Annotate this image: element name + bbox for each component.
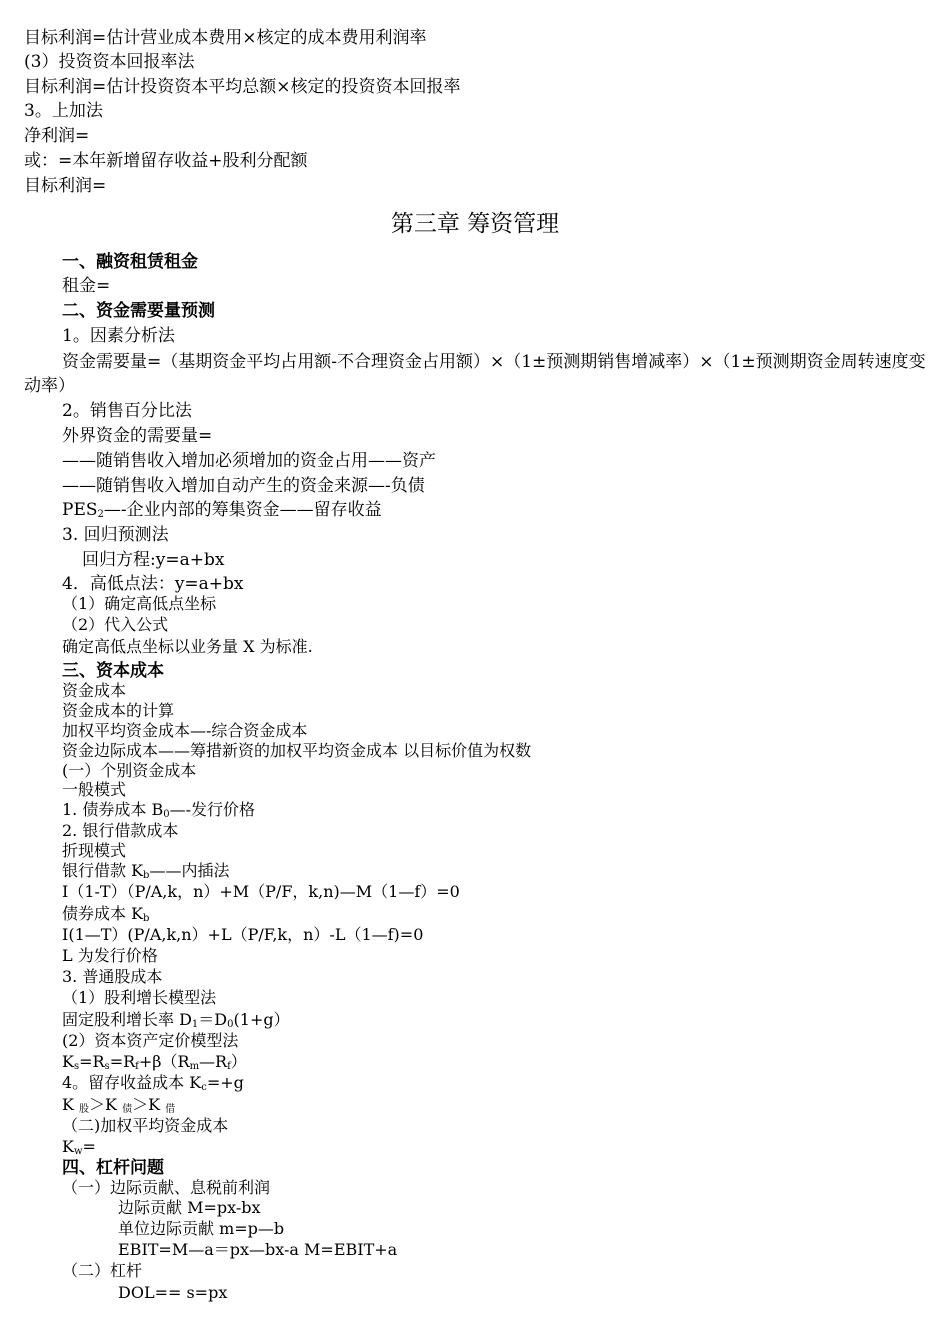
text-line: 净利润= — [24, 126, 90, 146]
chapter-title: 第三章 筹资管理 — [390, 211, 560, 237]
text-line: 银行借款 $K_b——$内插法 — [62, 861, 230, 881]
text-line: 债券成本 $K_b$ — [62, 904, 150, 924]
formula-line: 单位边际贡献 m=p—b — [118, 1219, 285, 1238]
text-line: (一）个别资金成本 — [62, 761, 197, 780]
formula-paragraph: 资金需要量=（基期资金平均占用额-不合理资金占用额）×（1±预测期销售增减率）×（1±预测期资金周转速度变动率） — [24, 352, 926, 396]
section-heading: 二、资金需要量预测 — [62, 301, 215, 321]
text-line: 1. 债券成本 $B_0—-$发行价格 — [62, 800, 255, 820]
text-line: 或：=本年新增留存收益+股利分配额 — [24, 151, 308, 171]
formula-line: 4。留存收益成本 $K_c=+g$ — [62, 1073, 244, 1093]
formula-line: $K_w=$ — [62, 1137, 96, 1157]
text-line: 3. 普通股成本 — [62, 967, 163, 986]
text-line: (3）投资资本回报率法 — [24, 52, 195, 72]
text-line: $PES_2—-$企业内部的筹集资金——留存收益 — [62, 500, 382, 520]
formula-line: I(1—T）(P/A,k,n）+L（P/F,k，n）-L（1—f)=0 — [62, 925, 424, 944]
formula-line: 固定股利增长率 $D_1=D_0(1+g)$ — [62, 1010, 290, 1030]
text-line: (2）资本资产定价模型法 — [62, 1031, 239, 1050]
text-line: 回归方程:y=a+bx — [82, 550, 225, 570]
text-line: ——随销售收入增加自动产生的资金来源—-负债 — [62, 476, 425, 496]
text-line: L 为发行价格 — [62, 946, 158, 965]
text-line: 加权平均资金成本—-综合资金成本 — [62, 721, 308, 740]
text-line: 外界资金的需要量= — [62, 426, 213, 446]
text-line: （1）确定高低点坐标 — [62, 594, 217, 613]
formula-line: $K_s=R_s=R_f+\beta(R_m—R_f)$ — [62, 1052, 247, 1072]
section-heading: 三、资本成本 — [62, 661, 164, 681]
text-line: 确定高低点坐标以业务量 X 为标准. — [62, 637, 313, 656]
text-line: （一）边际贡献、息税前利润 — [62, 1178, 271, 1197]
text-line: 租金= — [62, 276, 111, 296]
text-line: 3。上加法 — [24, 101, 103, 121]
text-line: 1。因素分析法 — [62, 326, 175, 346]
text-line: （二)加权平均资金成本 — [62, 1116, 229, 1135]
formula-line: DOL== s=px — [118, 1283, 228, 1302]
text-line: 折现模式 — [62, 841, 127, 860]
text-line: （1）股利增长模型法 — [62, 988, 217, 1007]
text-line: 资金边际成本——筹措新资的加权平均资金成本 以目标价值为权数 — [62, 741, 532, 760]
text-line: 3. 回归预测法 — [62, 525, 169, 545]
text-line: ——随销售收入增加必须增加的资金占用——资产 — [62, 451, 436, 471]
text-line: 资金成本的计算 — [62, 701, 175, 720]
formula-line: 边际贡献 M=px-bx — [118, 1198, 261, 1217]
formula-line: EBIT=M—a＝px—bx-a M=EBIT+a — [118, 1240, 398, 1259]
text-line: 4．高低点法：y=a+bx — [62, 574, 244, 594]
text-line: 目标利润=估计投资资本平均总额×核定的投资资本回报率 — [24, 77, 461, 97]
section-heading: 四、杠杆问题 — [62, 1158, 164, 1178]
text-line: 2. 银行借款成本 — [62, 821, 179, 840]
section-heading: 一、融资租赁租金 — [62, 252, 198, 272]
text-line: （二）杠杆 — [62, 1261, 143, 1280]
text-line: 目标利润=估计营业成本费用×核定的成本费用利润率 — [24, 28, 427, 48]
text-line: 目标利润= — [24, 176, 107, 196]
text-line: 资金成本 — [62, 681, 127, 700]
text-line: 2。销售百分比法 — [62, 401, 192, 421]
text-line: （2）代入公式 — [62, 615, 169, 634]
formula-line: I（1-T）（P/A,k，n）+M（P/F，k,n)—M（1—f）=0 — [62, 882, 460, 901]
formula-line: K $_股$＞K $_债$＞K $_借$ — [62, 1095, 176, 1115]
text-line: 一般模式 — [62, 780, 127, 799]
